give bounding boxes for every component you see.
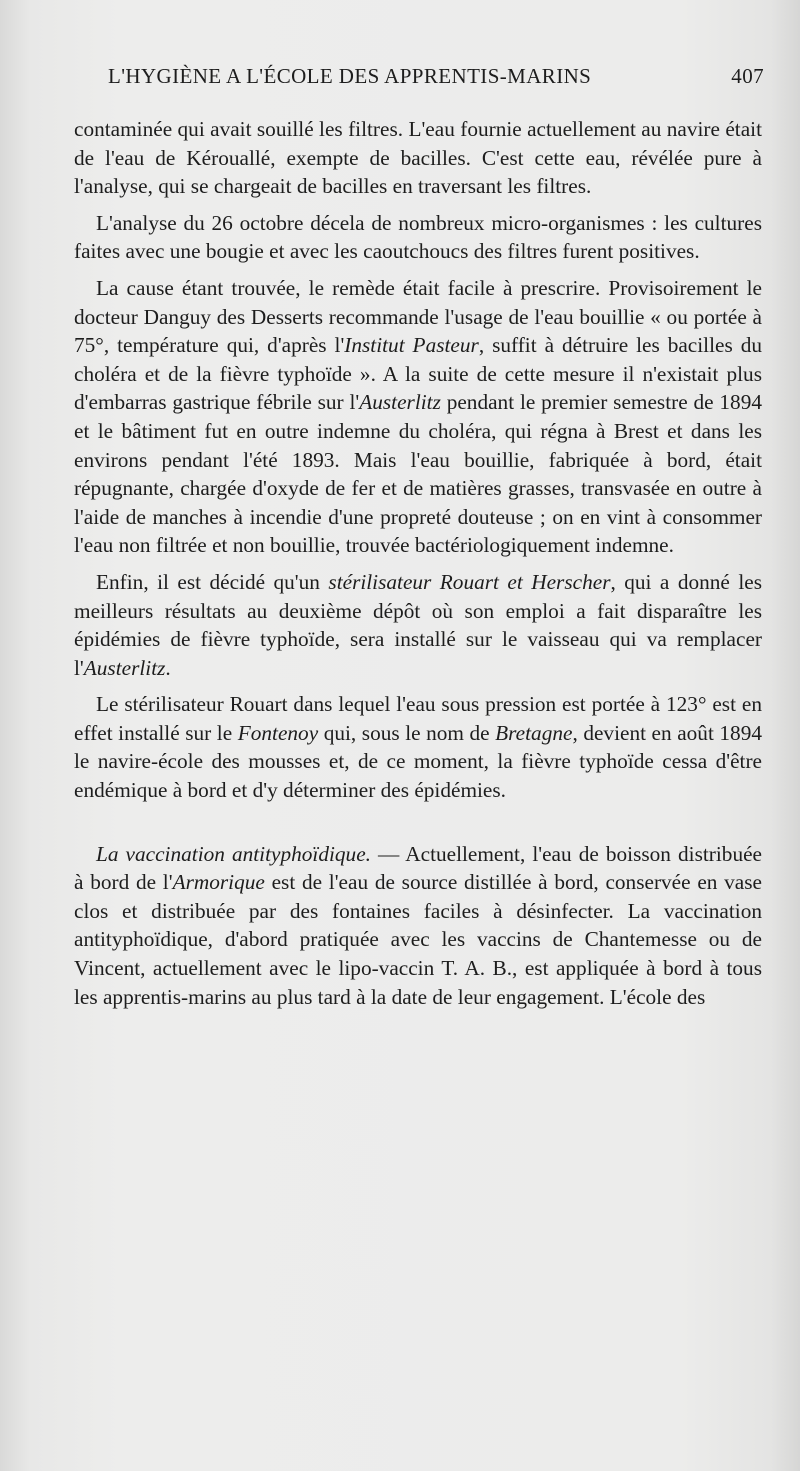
text-run: Le stérilisateur Rouart dans lequel l'eau sous pression est portée à 123° est en effet installé sur le [74, 692, 762, 745]
text-run: pendant le premier semestre de 1894 et le bâtiment fut en outre indemne du choléra, qui régna à Brest et dans les environs pendant l'été 1893. Mais l'eau bouillie, fabriquée à bord, était répugnante, chargée d'oxyde de fer et de matières grasses, transvasée en outre à l'aide de manches à incendie d'une propreté douteuse ; on en vint à consommer l'eau non filtrée et non bouillie, trouvée bactériologiquement indemne. [74, 390, 763, 558]
paragraph [74, 209, 762, 266]
text-run: contaminée qui avait souillé les filtres. L'eau fournie actuellement au navire était de l'eau de Kérouallé, exempte de bacilles. C'est cette eau, révélée pure à l'analyse, qui se chargeait de bacilles en traversant les filtres. [74, 117, 762, 199]
text-run: est de l'eau de source distillée à bord, conservée en vase clos et distribuée par des fontaines faciles à désinfecter. La vaccination antityphoïdique, d'abord pratiquée avec les vaccins de Chantemesse ou de Vincent, actuellement avec le lipo-vaccin T. A. B., est appliquée à bord à tous les apprentis-marins au plus tard à la date de leur engagement. L'école des [74, 870, 762, 1009]
page-header [108, 64, 764, 98]
italic-text: Austerlitz [83, 655, 166, 680]
text-run: qui, sous le nom de [318, 720, 496, 745]
italic-text: Armorique [172, 870, 265, 895]
text-run: . [165, 655, 171, 680]
paragraph [74, 115, 762, 201]
page-number: 407 [731, 64, 764, 88]
paragraph [74, 568, 762, 682]
paragraph [74, 690, 762, 804]
text-run: , suffit à détruire les bacilles du choléra et de la fièvre typhoïde ». A la suite de cette mesure il n'existait plus d'embarras gastrique fébrile sur l' [74, 333, 762, 415]
text-run: , qui a donné les meilleurs résultats au deuxième dépôt où son emploi a fait disparaître les épidémies de fièvre typhoïde, sera installé sur le vaisseau qui va remplacer l' [74, 569, 762, 680]
text-run: Enfin, il est décidé qu'un [96, 569, 329, 594]
text-run: — Actuellement, l'eau de boisson distribuée à bord de l' [74, 841, 763, 895]
text-run: L'analyse du 26 octobre décela de nombreux micro-organismes : les cultures faites avec une bougie et avec les caoutchoucs des filtres furent positives. [74, 210, 762, 264]
paragraph [74, 840, 762, 1012]
italic-text: Institut Pasteur [344, 333, 479, 358]
italic-text: La vaccination antityphoïdique. [96, 841, 371, 866]
body-text [74, 115, 762, 1011]
italic-text: Austerlitz [359, 390, 441, 415]
running-title: L'HYGIÈNE A L'ÉCOLE DES APPRENTIS-MARINS [108, 64, 592, 88]
italic-text: Fontenoy [237, 720, 319, 745]
italic-text: stérilisateur Rouart et Herscher [328, 569, 611, 594]
text-run: La cause étant trouvée, le remède était facile à prescrire. Provisoirement le docteur Danguy des Desserts recommande l'usage de l'eau bouillie « ou portée à 75°, température qui, d'après l' [74, 275, 762, 358]
text-run: , devient en août 1894 le navire-école des mousses et, de ce moment, la fièvre typhoïde cessa d'être endémique à bord et d'y déterminer des épidémies. [74, 720, 762, 803]
paragraph [74, 274, 762, 560]
italic-text: Bretagne [495, 720, 573, 745]
